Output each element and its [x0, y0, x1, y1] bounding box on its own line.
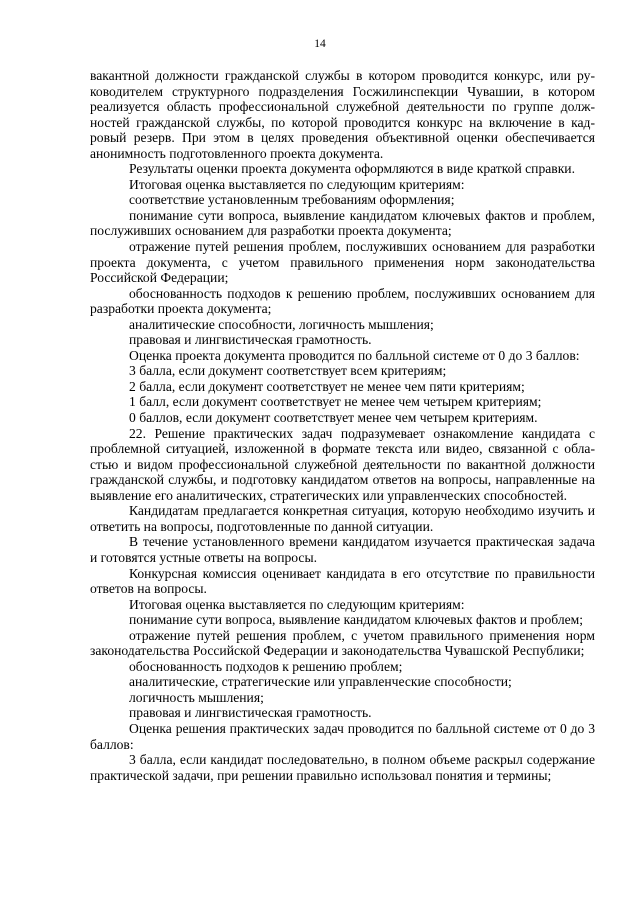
paragraph: соответствие установленным требованиям оформления;	[129, 192, 455, 208]
paragraph: 22. Решение практических задач подразумевает ознакомление кандидата с проблемной ситуацией, изложенной в формате текста или видео, связанной с областью и видом профессиональной служебной деятельности по вакантной должности гражданской службы, и подготовку кандидатом ответов на вопросы, направленные на выявление его аналитических, стратегических или управленческих способностей.	[90, 425, 595, 503]
paragraph: Результаты оценки проекта документа оформляются в виде краткой справки.	[129, 161, 575, 177]
paragraph: 3 балла, если кандидат последовательно, в полном объеме раскрыл содержание практической задачи, при решении правильно использовал понятия и термины;	[90, 752, 595, 783]
paragraph: отражение путей решения проблем, с учетом правильного применения норм законодательства Российской Федерации и законодательства Чувашской Республики;	[90, 627, 595, 659]
paragraph: Оценка проекта документа проводится по балльной системе от 0 до 3 баллов:	[129, 347, 580, 363]
paragraph: понимание сути вопроса, выявление кандидатом ключевых фактов и проблем, послуживших основанием для разработки проекта документа;	[90, 207, 595, 239]
paragraph: правовая и лингвистическая грамотность.	[129, 705, 372, 721]
paragraph: обоснованность подходов к решению проблем;	[129, 658, 403, 674]
paragraph: Итоговая оценка выставляется по следующим критериям:	[129, 176, 465, 192]
paragraph: логичность мышления;	[129, 689, 264, 705]
paragraph: отражение путей решения проблем, послуживших основанием для разработки проекта документа, с учетом правильного применения норм законодательства Российской Федерации;	[90, 239, 595, 286]
paragraph: аналитические, стратегические или управленческие способности;	[129, 674, 512, 690]
page-number: 14	[314, 38, 326, 50]
document-body	[90, 68, 595, 783]
paragraph: В течение установленного времени кандидатом изучается практическая задача и готовятся устные ответы на вопросы.	[90, 534, 595, 565]
paragraph: обоснованность подходов к решению проблем, послуживших основанием для разработки проекта документа;	[90, 285, 595, 317]
paragraph: понимание сути вопроса, выявление кандидатом ключевых фактов и проблем;	[129, 612, 584, 628]
paragraph: 0 баллов, если документ соответствует менее чем четырем критериям.	[129, 410, 538, 426]
paragraph: Конкурсная комиссия оценивает кандидата в его отсутствие по правильности ответов на вопросы.	[90, 565, 595, 597]
paragraph: Итоговая оценка выставляется по следующим критериям:	[129, 596, 465, 612]
paragraph: 3 балла, если документ соответствует всем критериям;	[129, 363, 447, 379]
paragraph: 2 балла, если документ соответствует не менее чем пяти критериям;	[129, 378, 525, 394]
paragraph: Оценка решения практических задач проводится по балльной системе от 0 до 3 баллов:	[90, 720, 595, 752]
paragraph: правовая и лингвистическая грамотность.	[129, 332, 372, 348]
paragraph: 1 балл, если документ соответствует не менее чем четырем критериям;	[129, 394, 542, 410]
paragraph: Кандидатам предлагается конкретная ситуация, которую необходимо изучить и ответить на вопросы, подготовленные по данной ситуации.	[90, 503, 595, 534]
paragraph: аналитические способности, логичность мышления;	[129, 316, 434, 332]
paragraph: вакантной должности гражданской службы в котором проводится конкурс, или руководителем структурного подразделения Госжилинспекции Чувашии, в котором реализуется область профессиональной служебной деятельности по группе должностей гражданской службы, по которой проводится конкурс на включение в кадровый резерв. При этом в целях проведения объективной оценки обеспечивается анонимность подготовленного проекта документа.	[90, 68, 595, 161]
